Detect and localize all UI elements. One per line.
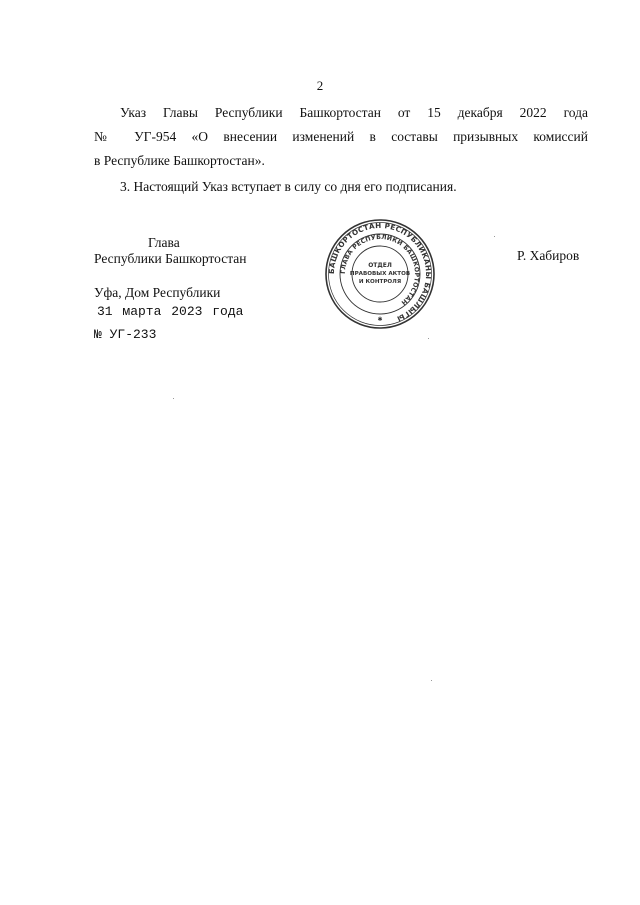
scan-speck: [428, 338, 429, 339]
seal-center-line3: И КОНТРОЛЯ: [358, 279, 402, 285]
scan-speck: [494, 236, 495, 237]
scan-speck: [173, 398, 174, 399]
page-number: 2: [316, 78, 324, 93]
official-seal: [318, 218, 442, 330]
seal-ring-text: ГЛАВА РЕСПУБЛИКИ БАШКОРТОСТАН: [339, 233, 421, 307]
signatory-title-line1: Глава: [148, 235, 180, 250]
signatory-title-line2: Республики Башкортостан: [94, 251, 247, 266]
paragraph-line: в Республике Башкортостан».: [94, 153, 265, 168]
body-paragraph-2: 3. Настоящий Указ вступает в силу со дня его подписания.: [120, 179, 457, 194]
signatory-title: [94, 235, 247, 267]
place-of-signing: Уфа, Дом Республики: [94, 285, 221, 300]
star-icon: ✱: [377, 316, 383, 323]
seal-outer-text: БАШКОРТОСТАН РЕСПУБЛИКАНЫ БАШЛЫГЫ: [326, 220, 434, 324]
scan-speck: [431, 680, 432, 681]
seal-center-line2: ПРАВОВЫХ АКТОВ: [349, 271, 411, 277]
seal-center-line1: ОТДЕЛ: [368, 262, 392, 269]
body-paragraph-1: [94, 101, 588, 173]
paragraph-line: Указ Главы Республики Башкортостан от 15 декабря 2022 года: [120, 105, 588, 120]
decree-number: № УГ-233: [94, 327, 157, 342]
paragraph-line: № УГ-954 «О внесении изменений в составы призывных комиссий: [94, 129, 588, 144]
signatory-name: Р. Хабиров: [517, 248, 580, 263]
decree-date: 31 марта 2023 года: [97, 304, 244, 319]
